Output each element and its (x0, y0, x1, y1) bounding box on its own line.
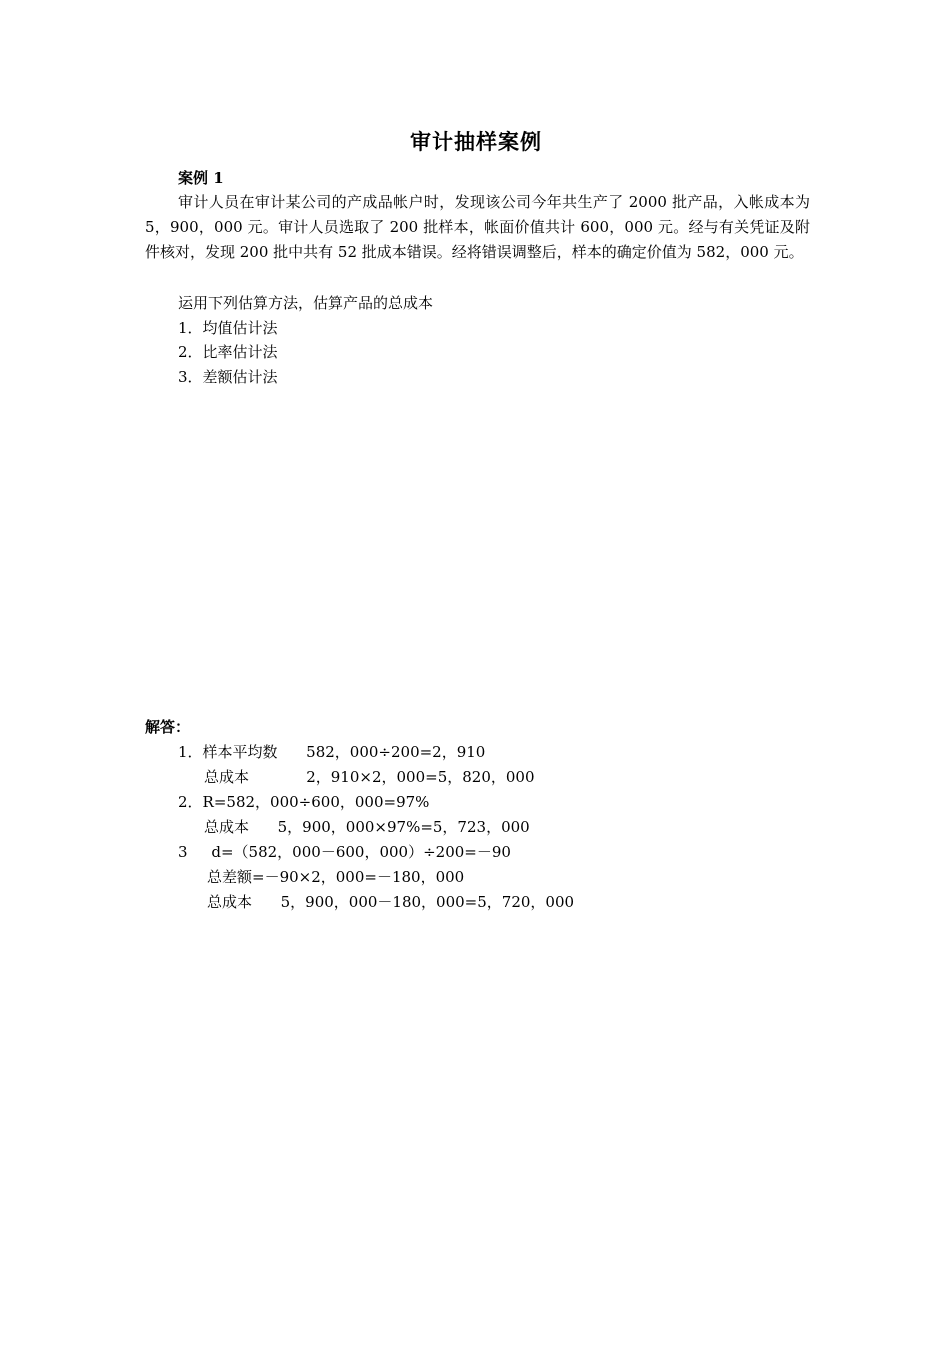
method-item: 1．均值估计法 (178, 319, 278, 337)
case-paragraph: 审计人员在审计某公司的产成品帐户时，发现该公司今年共生产了 2000 批产品，入帐成本为 5，900，000 元。审计人员选取了 200 批样本，帐面价值共计 600，000 元。经与有关凭证及附件核对，发现 200 批中共有 52 批成本错误。经将错误调整后，样本的确定价值为 582，000 元。 (145, 193, 810, 261)
document-title: 审计抽样案例 (410, 129, 542, 154)
answer-line: 2．R=582，000÷600，000=97% (178, 793, 430, 811)
answer-line: 总成本 5，900，000－180，000=5，720，000 (207, 893, 575, 911)
answer-heading: 解答： (145, 718, 191, 736)
task-intro: 运用下列估算方法，估算产品的总成本 (178, 294, 434, 312)
answer-line: 3 d=（582，000－600，000）÷200=－90 (178, 843, 511, 861)
answer-line: 1．样本平均数 582，000÷200=2，910 (178, 743, 486, 761)
method-item: 2．比率估计法 (178, 343, 278, 361)
case-heading: 案例 1 (178, 169, 224, 187)
method-item: 3．差额估计法 (178, 368, 278, 386)
answer-line: 总成本 5，900，000×97%=5，723，000 (204, 818, 530, 836)
answer-line: 总成本 2，910×2，000=5，820，000 (204, 768, 535, 786)
answer-line: 总差额=－90×2，000=－180，000 (207, 868, 465, 886)
